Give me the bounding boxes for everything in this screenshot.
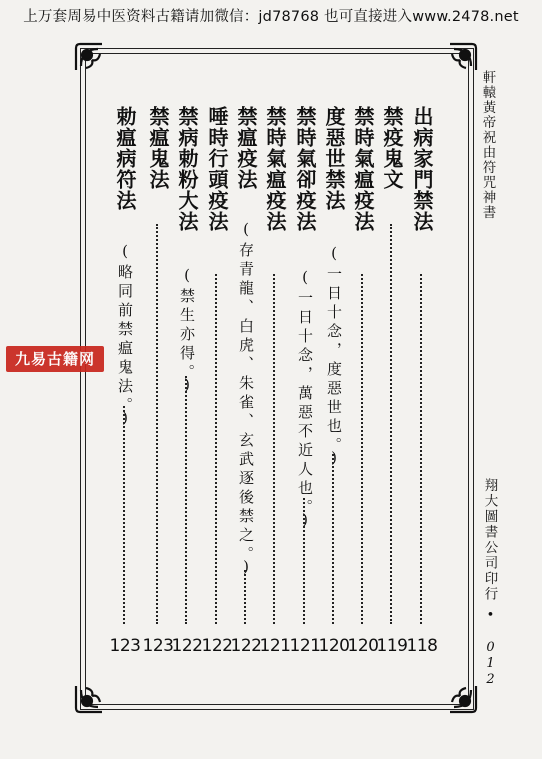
site-banner: 上万套周易中医资料古籍请加微信：jd78768 也可直接进入www.2478.net <box>23 9 519 25</box>
toc-entry-page: 123 <box>109 636 141 656</box>
page-number: • 012 <box>483 608 498 688</box>
toc-entry-note: (略同前禁瘟鬼法。) <box>116 242 134 431</box>
toc-entry-page: 122 <box>201 636 233 656</box>
toc-entry-page: 122 <box>230 636 262 656</box>
toc-leader-dots <box>244 570 246 624</box>
toc-entry <box>318 106 350 656</box>
site-watermark: 九易古籍网 <box>6 346 104 372</box>
toc-entry-page: 119 <box>376 636 408 656</box>
toc-leader-dots <box>123 406 125 624</box>
corner-ornament-icon <box>446 682 480 716</box>
toc-entry-title: 唾時行頭疫法 <box>205 106 229 232</box>
toc-entry <box>201 106 233 656</box>
toc-entry-note: (一日十念，度惡世也。) <box>325 244 343 471</box>
toc-entry <box>230 106 262 656</box>
toc-entry-title: 出病家門禁法 <box>410 106 434 232</box>
toc-entry-title: 禁時氣瘟疫法 <box>263 106 287 232</box>
toc-entry <box>376 106 408 656</box>
corner-ornament-icon <box>72 40 106 74</box>
toc-leader-dots <box>273 274 275 624</box>
toc-entry <box>347 106 379 656</box>
toc-entry-note: (一日十念，萬惡不近人也。) <box>296 268 314 533</box>
corner-ornament-icon <box>72 682 106 716</box>
toc-entry-title: 度惡世禁法 <box>322 106 346 211</box>
toc-entry-page: 121 <box>259 636 291 656</box>
toc-leader-dots <box>361 274 363 624</box>
corner-ornament-icon <box>446 40 480 74</box>
toc-entry-title: 禁時氣瘟疫法 <box>351 106 375 232</box>
toc-leader-dots <box>215 274 217 624</box>
toc-entry <box>171 106 203 656</box>
toc-entry-note: (存青龍、白虎、朱雀、玄武逐後禁之。) <box>237 220 255 580</box>
toc-entry-page: 120 <box>318 636 350 656</box>
toc-entry-page: 120 <box>347 636 379 656</box>
toc-entry-note: (禁生亦得。) <box>178 266 196 398</box>
toc-entry-page: 118 <box>406 636 438 656</box>
toc-entry <box>109 106 141 656</box>
toc-leader-dots <box>390 224 392 624</box>
toc-entry-title: 禁時氣卻疫法 <box>293 106 317 232</box>
publisher-name: 翔大圖書公司印行 <box>481 478 498 602</box>
toc-entry-title: 禁病勅粉大法 <box>175 106 199 232</box>
toc-entry-title: 禁瘟疫法 <box>234 106 258 190</box>
toc-entry-page: 121 <box>289 636 321 656</box>
toc-entry-title: 禁疫鬼文 <box>380 106 404 190</box>
toc-leader-dots <box>185 376 187 624</box>
toc-leader-dots <box>332 454 334 624</box>
toc-entry <box>406 106 438 656</box>
toc-leader-dots <box>420 274 422 624</box>
toc-entry-page: 123 <box>142 636 174 656</box>
toc-entry <box>142 106 174 656</box>
toc-entry <box>259 106 291 656</box>
toc-leader-dots <box>303 498 305 624</box>
book-title: 軒轅黃帝祝由符咒神書 <box>479 70 496 220</box>
toc-leader-dots <box>156 224 158 624</box>
toc-entry-title: 禁瘟鬼法 <box>146 106 170 190</box>
toc-entry <box>289 106 321 656</box>
toc-entry-page: 122 <box>171 636 203 656</box>
toc-entry-title: 勅瘟病符法 <box>113 106 137 211</box>
